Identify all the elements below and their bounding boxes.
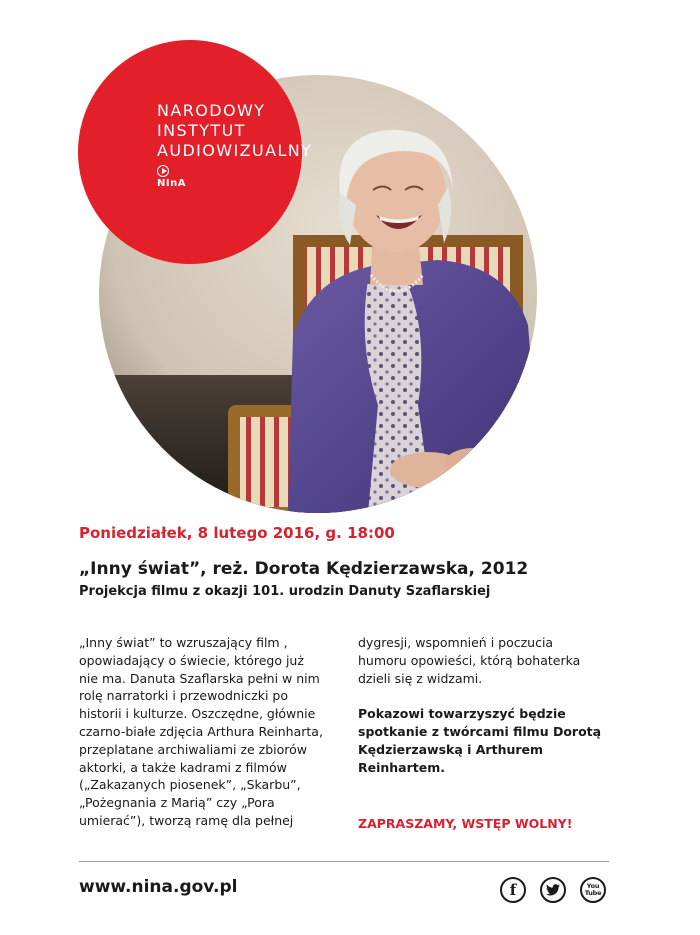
body-line: humoru opowieści, którą bohaterka bbox=[358, 652, 581, 668]
body-line: aktorki, a także kadrami z filmów bbox=[79, 759, 287, 775]
meeting-announcement bbox=[358, 705, 618, 776]
logo-text-line-3: AUDIOWIZUALNY bbox=[157, 141, 313, 160]
description-right-column bbox=[358, 634, 618, 776]
facebook-icon[interactable] bbox=[500, 877, 526, 903]
body-line: rolę narratorki i przewodniczki po bbox=[79, 688, 288, 704]
logo-text-line-2: INSTYTUT bbox=[157, 121, 246, 140]
website-link[interactable]: www.nina.gov.pl bbox=[79, 877, 238, 897]
youtube-glyph: You Tube bbox=[584, 882, 602, 897]
footer-divider bbox=[79, 861, 609, 862]
twitter-bird-glyph bbox=[546, 884, 560, 896]
body-line: nie ma. Danuta Szaflarska pełni w nim bbox=[79, 670, 320, 686]
film-subtitle: Projekcja filmu z okazji 101. urodzin Danuty Szaflarskiej bbox=[79, 584, 491, 599]
body-line: dygresji, wspomnień i poczucia bbox=[358, 635, 554, 650]
logo-abbreviation: NInA bbox=[157, 178, 186, 189]
body-line: opowiadający o świecie, którego już bbox=[79, 652, 304, 668]
body-line: dzieli się z widzami. bbox=[358, 670, 483, 686]
body-line: („Zakazanych piosenek”, „Skarbu”, bbox=[79, 777, 301, 793]
body-line: Reinhartem. bbox=[358, 759, 446, 775]
body-line: umierać”), tworzą ramę dla pełnej bbox=[79, 812, 294, 828]
facebook-glyph: f bbox=[509, 880, 517, 899]
body-line: czarno-białe zdjęcia Arthura Reinharta, bbox=[79, 723, 323, 739]
nina-logo bbox=[78, 40, 313, 264]
body-line: spotkanie z twórcami filmu Dorotą bbox=[358, 723, 602, 739]
event-date: Poniedziałek, 8 lutego 2016, g. 18:00 bbox=[79, 524, 395, 542]
body-line: „Pożegnania z Marią” czy „Pora bbox=[79, 795, 275, 811]
youtube-icon[interactable] bbox=[580, 877, 606, 903]
description-left-column bbox=[79, 634, 351, 830]
logo-text-line-1: NARODOWY bbox=[157, 101, 266, 120]
play-icon bbox=[157, 165, 169, 177]
body-line: Pokazowi towarzyszyć będzie bbox=[358, 706, 566, 722]
twitter-icon[interactable] bbox=[540, 877, 566, 903]
body-line: przeplatane archiwaliami ze zbiorów bbox=[79, 741, 308, 757]
body-line: „Inny świat” to wzruszający film , bbox=[79, 635, 288, 650]
body-line: historii i kulturze. Oszczędne, głównie bbox=[79, 706, 316, 722]
invitation-text: ZAPRASZAMY, WSTĘP WOLNY! bbox=[358, 816, 573, 831]
film-title: „Inny świat”, reż. Dorota Kędzierzawska, 2012 bbox=[79, 559, 529, 579]
body-line: Kędzierzawską i Arthurem bbox=[358, 741, 544, 757]
